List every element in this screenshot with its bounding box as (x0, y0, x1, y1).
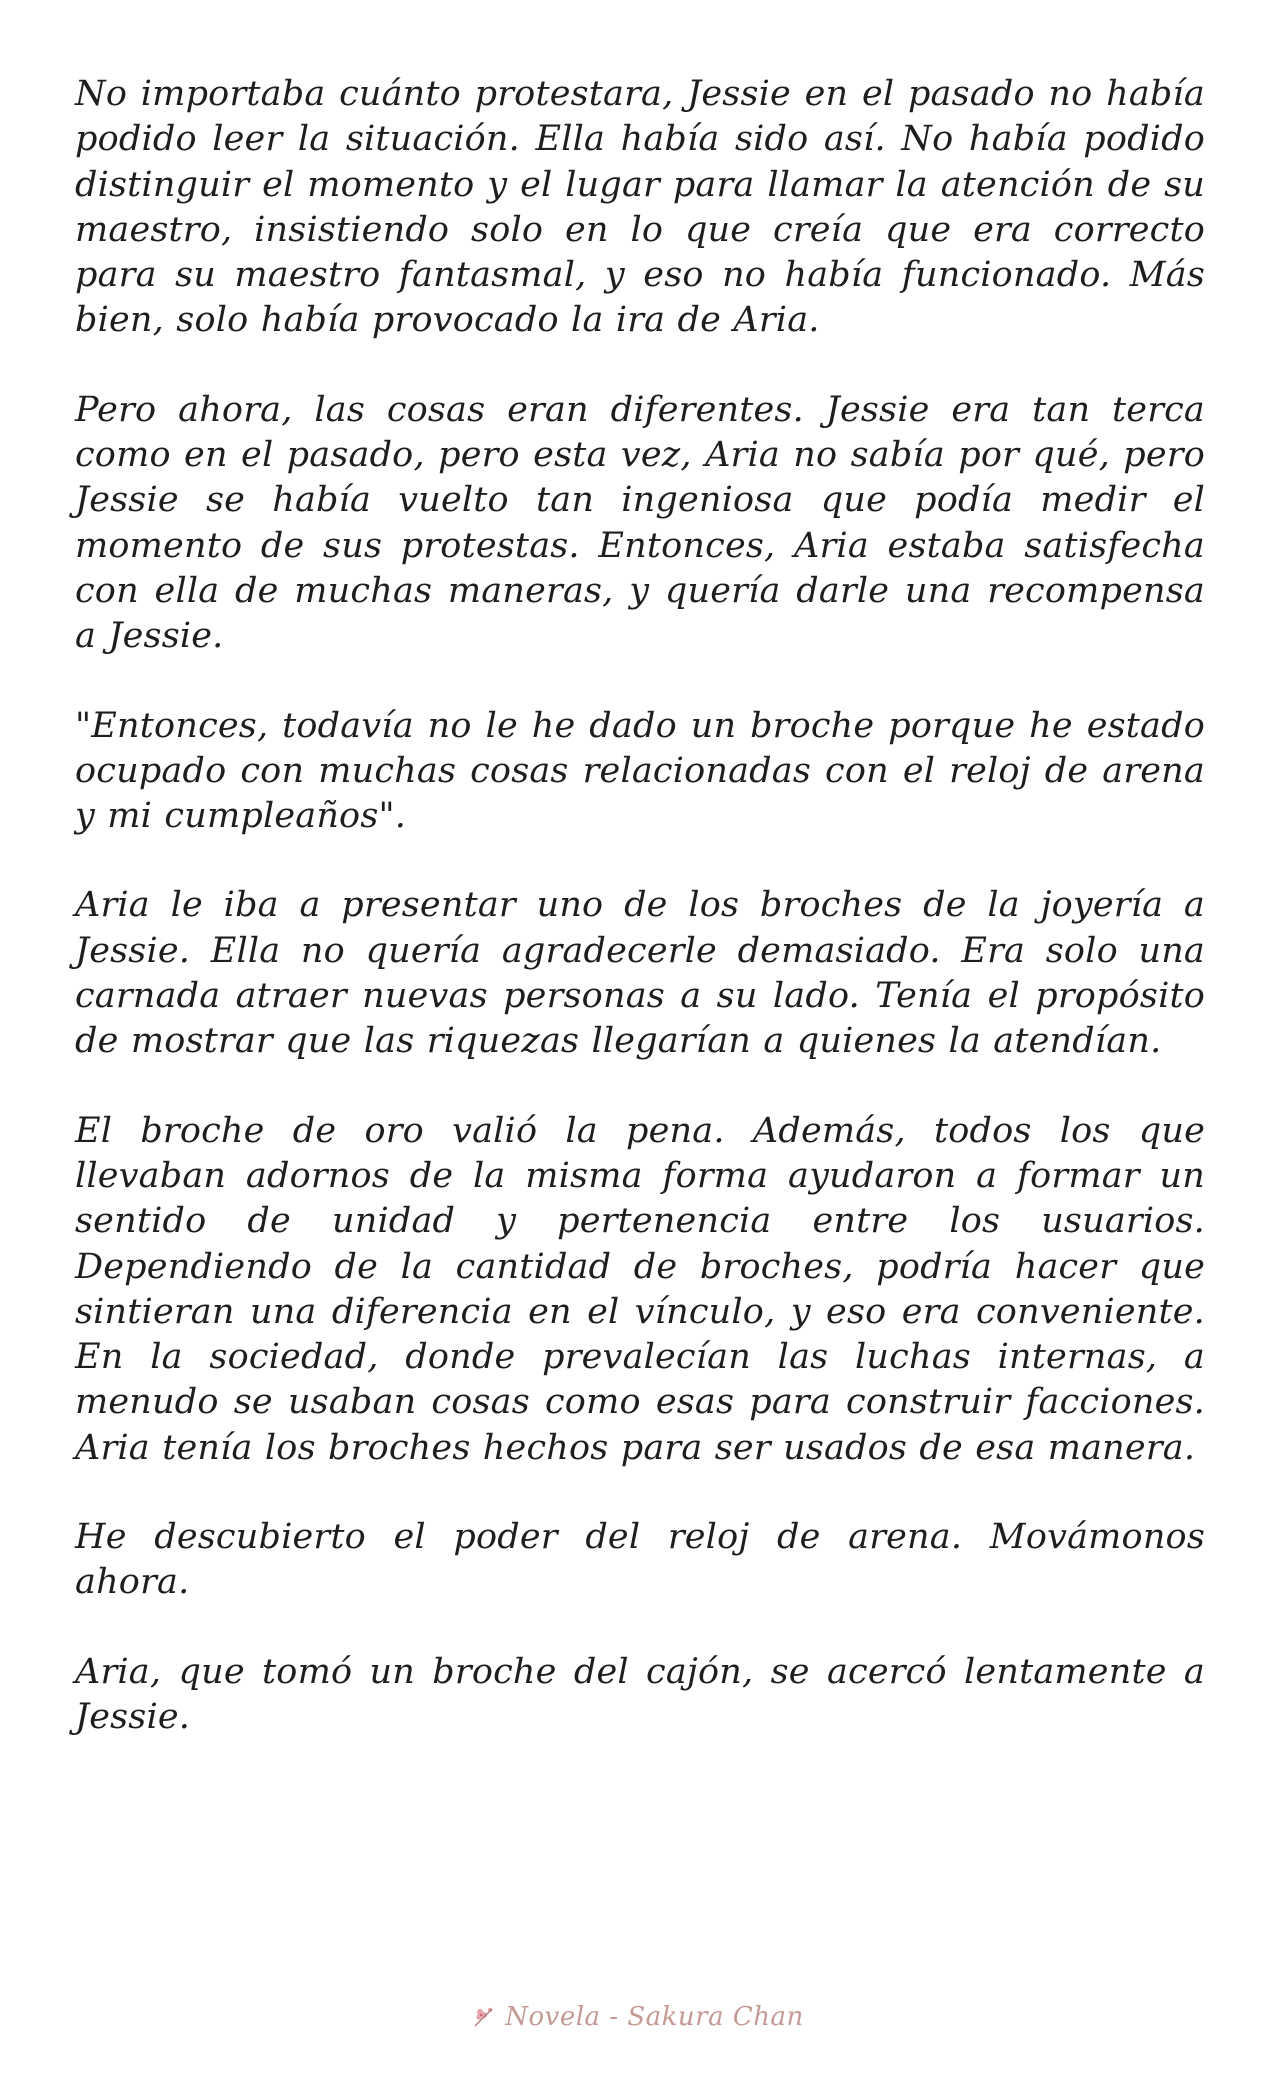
paragraph-1: No importaba cuánto protestara, Jessie en el pasado no había podido leer la situación. Ella había sido así. No había podido distinguir el momento y el lugar para llamar la atención de su maestro, insistiendo solo en lo que creía que era correcto para su maestro fantasmal, y eso no había funcionado. Más bien, solo había provocado la ira de Aria. (75, 74, 1205, 341)
paragraph-2: Pero ahora, las cosas eran diferentes. Jessie era tan terca como en el pasado, pero esta vez, Aria no sabía por qué, pero Jessie se había vuelto tan ingeniosa que podía medir el momento de sus protestas. Entonces, Aria estaba satisfecha con ella de muchas maneras, y quería darle una recompensa a Jessie. (75, 389, 1205, 657)
paragraph-4: Aria le iba a presentar uno de los broches de la joyería a Jessie. Ella no quería agradecerle demasiado. Era solo una carnada atraer nuevas personas a su lado. Tenía el propósito de mostrar que las riquezas llegarían a quienes la atendían. (75, 885, 1205, 1062)
sakura-blossom-icon (471, 2004, 497, 2030)
watermark-text: Novela - Sakura Chan (505, 2002, 804, 2032)
paragraph-3: "Entonces, todavía no le he dado un broche porque he estado ocupado con muchas cosas relacionadas con el reloj de arena y mi cumpleaños". (75, 705, 1205, 837)
paragraph-5: El broche de oro valió la pena. Además, todos los que llevaban adornos de la misma forma ayudaron a formar un sentido de unidad y pertenencia entre los usuarios. Dependiendo de la cantidad de broches, podría hacer que sintieran una diferencia en el vínculo, y eso era conveniente. En la sociedad, donde prevalecían las luchas internas, a menudo se usaban cosas como esas para construir facciones. Aria tenía los broches hechos para ser usados de esa manera. (75, 1110, 1205, 1468)
document-body (75, 72, 1205, 1784)
watermark (0, 1997, 1275, 2037)
paragraph-7: Aria, que tomó un broche del cajón, se acercó lentamente a Jessie. (75, 1651, 1205, 1737)
paragraph-6: He descubierto el poder del reloj de arena. Movámonos ahora. (75, 1517, 1205, 1603)
